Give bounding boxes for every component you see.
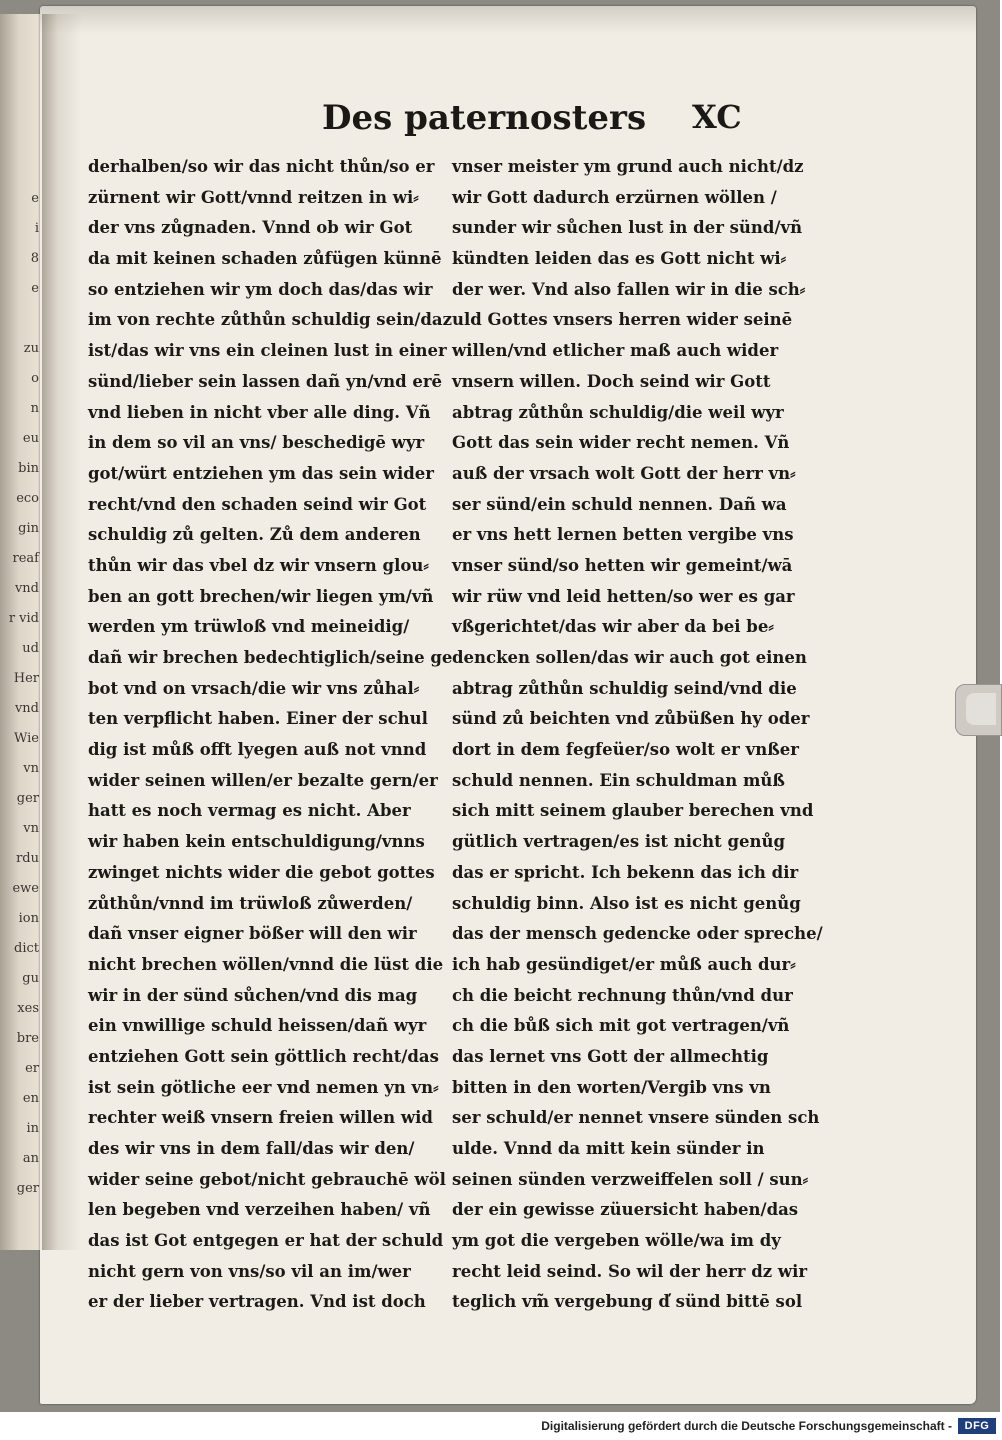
text-line: das ist Got entgegen er hat der schuld — [88, 1231, 444, 1251]
text-line: ch die bůß sich mit got vertragen/vñ — [452, 1016, 790, 1036]
text-line: der ein gewisse züuersicht haben/das — [452, 1200, 799, 1220]
text-line: thůn wir das vbel dz wir vnsern glou⸗ — [88, 555, 429, 575]
facing-fragment: bin — [18, 461, 39, 476]
facing-fragment: e — [31, 191, 39, 206]
facing-fragment: en — [22, 1091, 39, 1106]
facing-fragment: o — [31, 371, 39, 386]
facing-fragment: vn — [23, 821, 39, 836]
facing-fragment: rdu — [16, 851, 39, 866]
facing-fragment: vnd — [14, 701, 39, 716]
text-line: ym got die vergeben wölle/wa im dy — [452, 1231, 781, 1251]
text-line: nicht gern von vns/so vil an im/wer — [88, 1261, 411, 1281]
facing-fragment: ion — [18, 911, 39, 926]
text-line: zwinget nichts wider die gebot gottes — [88, 862, 435, 882]
text-line: sünd/lieber sein lassen dañ yn/vnd erē — [88, 371, 443, 391]
text-line: wider seine gebot/nicht gebrauchē wöl — [88, 1169, 446, 1189]
facing-fragment: gu — [22, 971, 39, 986]
facing-fragment: eco — [16, 491, 39, 506]
page-tab — [955, 684, 1002, 736]
text-line: in dem so vil an vns/ beschedigē wyr — [88, 433, 425, 453]
text-line: sünd zů beichten vnd zůbüßen hy oder — [452, 709, 810, 729]
facing-fragment: vn — [23, 761, 39, 776]
text-line: ten verpflicht haben. Einer der schul — [88, 709, 428, 729]
facing-fragment: i — [34, 221, 39, 236]
text-line: im von rechte zůthůn schuldig sein/daz — [88, 310, 452, 330]
text-line: teglich vm̃ vergebung d̕ sünd bittē sol — [452, 1292, 803, 1312]
text-line: nicht brechen wöllen/vnnd die lüst die — [88, 954, 444, 974]
facing-fragment: ger — [16, 1181, 39, 1196]
footer-bar — [0, 1412, 1000, 1440]
facing-fragment: ewe — [12, 881, 39, 896]
facing-fragment: dict — [14, 941, 39, 956]
facing-page-text — [3, 184, 39, 1204]
text-line: schuldig zů gelten. Zů dem anderen — [88, 525, 421, 545]
text-line: bot vnd on vrsach/die wir vns zůhal⸗ — [88, 678, 420, 698]
text-line: vnd lieben in nicht vber alle ding. Vñ — [88, 402, 431, 422]
text-line: derhalben/so wir das nicht thůn/so er — [88, 157, 435, 176]
facing-fragment: 8 — [30, 251, 39, 266]
facing-fragment: er — [25, 1061, 39, 1076]
text-line: sich mitt seinem glauber berechen vnd — [452, 801, 814, 821]
text-line: ben an gott brechen/wir liegen ym/vñ — [88, 586, 434, 606]
facing-fragment: gin — [18, 521, 39, 536]
running-title: Des paternosters — [322, 98, 647, 138]
text-line: abtrag zůthůn schuldig seind/vnd die — [452, 678, 797, 698]
text-line: sunder wir sůchen lust in der sünd/vñ — [452, 218, 803, 238]
facing-fragment: xes — [17, 1001, 39, 1016]
text-line: rechter weiß vnsern freien willen wid — [88, 1108, 433, 1128]
text-line: wir rüw vnd leid hetten/so wer es gar — [452, 586, 795, 606]
text-column-left — [88, 152, 453, 1318]
text-line: ein vnwillige schuld heissen/dañ wyr — [88, 1016, 427, 1036]
facing-fragment: r vid — [8, 611, 39, 626]
text-line: werden ym trüwloß vnd meineidig/ — [88, 617, 410, 637]
text-line: dañ vnser eigner bößer will den wir — [88, 924, 417, 944]
text-line: ch die beicht rechnung thůn/vnd dur — [452, 985, 793, 1005]
text-line: schuld nennen. Ein schuldman můß — [452, 770, 785, 790]
text-line: Gott das sein wider recht nemen. Vñ — [452, 433, 790, 453]
text-line: gütlich vertragen/es ist nicht genůg — [452, 832, 786, 852]
text-line: ist/das wir vns ein cleinen lust in einer — [88, 341, 447, 361]
text-line: dig ist můß offt lyegen auß not vnnd — [88, 740, 427, 760]
text-line: der wer. Vnd also fallen wir in die sch⸗ — [452, 279, 806, 299]
facing-fragment: in — [26, 1121, 39, 1136]
facing-fragment: ger — [16, 791, 39, 806]
text-line: willen/vnd etlicher maß auch wider — [452, 341, 779, 361]
text-line: entziehen Gott sein göttlich recht/das — [88, 1046, 439, 1066]
text-line: dort in dem fegfeüer/so wolt er vnßer — [452, 740, 799, 760]
text-line: hatt es noch vermag es nicht. Aber — [88, 801, 411, 821]
text-line: wider seinen willen/er bezalte gern/er — [88, 770, 438, 790]
text-line: bitten in den worten/Vergib vns vn — [452, 1077, 771, 1097]
text-line: ser schuld/er nennet vnsere sünden sch — [452, 1108, 820, 1128]
footer-credit: Digitalisierung gefördert durch die Deutsche Forschungsgemeinschaft - — [541, 1419, 952, 1433]
text-line: ser sünd/ein schuld nennen. Dañ wa — [452, 494, 787, 514]
folio-number: XC — [692, 98, 742, 136]
facing-fragment: an — [22, 1151, 39, 1166]
text-line: vßgerichtet/das wir aber da bei be⸗ — [452, 617, 774, 637]
text-line: abtrag zůthůn schuldig/die weil wyr — [452, 402, 784, 422]
text-line: des wir vns in dem fall/das wir den/ — [88, 1139, 415, 1158]
text-line: ist sein götliche eer vnd nemen yn vn⸗ — [88, 1077, 439, 1097]
text-line: seinen sünden verzweiffelen soll / sun⸗ — [452, 1169, 809, 1189]
facing-fragment: bre — [16, 1031, 39, 1046]
page-top-shade — [40, 6, 976, 34]
facing-fragment — [3, 304, 39, 334]
facing-fragment: reaf — [12, 551, 39, 566]
facing-fragment: Wie — [14, 731, 39, 746]
text-line: so entziehen wir ym doch das/das wir — [88, 279, 433, 299]
text-line: vnser sünd/so hetten wir gemeint/wā — [452, 555, 793, 575]
text-line: zůthůn/vnnd im trüwloß zůwerden/ — [88, 893, 413, 913]
text-line: kündten leiden das es Gott nicht wi⸗ — [452, 249, 787, 269]
text-line: das der mensch gedencke oder spreche/ — [452, 924, 823, 944]
text-line: ulde. Vnnd da mitt kein sünder in — [452, 1139, 765, 1158]
text-line: ich hab gesündiget/er můß auch dur⸗ — [452, 954, 796, 974]
text-line: dencken sollen/das wir auch got einen — [452, 648, 807, 667]
text-line: da mit keinen schaden zůfügen künnē — [88, 249, 442, 269]
text-line: zürnent wir Gott/vnnd reitzen in wi⸗ — [88, 187, 419, 207]
text-line: recht/vnd den schaden seind wir Got — [88, 494, 427, 514]
text-line: er vns hett lernen betten vergibe vns — [452, 525, 794, 545]
facing-fragment: eu — [22, 431, 39, 446]
running-head — [322, 98, 742, 144]
text-line: schuldig binn. Also ist es nicht genůg — [452, 893, 801, 913]
text-line: wir in der sünd sůchen/vnd dis mag — [88, 985, 418, 1005]
facing-fragment: n — [30, 401, 39, 416]
facing-fragment: zu — [23, 341, 39, 356]
facing-fragment: vnd — [14, 581, 39, 596]
facing-fragment: e — [31, 281, 39, 296]
text-line: len begeben vnd verzeihen haben/ vñ — [88, 1200, 431, 1220]
text-line: got/würt entziehen ym das sein wider — [88, 463, 434, 483]
text-line: vnsern willen. Doch seind wir Gott — [452, 371, 771, 391]
text-line: uld Gottes vnsers herren wider seinē — [452, 310, 793, 330]
text-column-right — [452, 152, 823, 1318]
text-line: das er spricht. Ich bekenn das ich dir — [452, 862, 799, 882]
text-line: wir haben kein entschuldigung/vnns — [88, 832, 425, 852]
text-line: recht leid seind. So wil der herr dz wir — [452, 1261, 808, 1281]
facing-fragment: Her — [13, 671, 39, 686]
dfg-logo: DFG — [958, 1418, 996, 1434]
text-line: das lernet vns Gott der allmechtig — [452, 1046, 769, 1066]
text-line: dañ wir brechen bedechtiglich/seine ge — [88, 648, 453, 667]
text-line: auß der vrsach wolt Gott der herr vn⸗ — [452, 463, 796, 483]
text-line: der vns zůgnaden. Vnnd ob wir Got — [88, 218, 413, 238]
text-line: wir Gott dadurch erzürnen wöllen / — [452, 187, 777, 207]
text-line: vnser meister ym grund auch nicht/dz — [452, 157, 804, 176]
text-line: er der lieber vertragen. Vnd ist doch — [88, 1292, 426, 1312]
facing-page — [0, 14, 43, 1250]
facing-fragment: ud — [22, 641, 39, 656]
